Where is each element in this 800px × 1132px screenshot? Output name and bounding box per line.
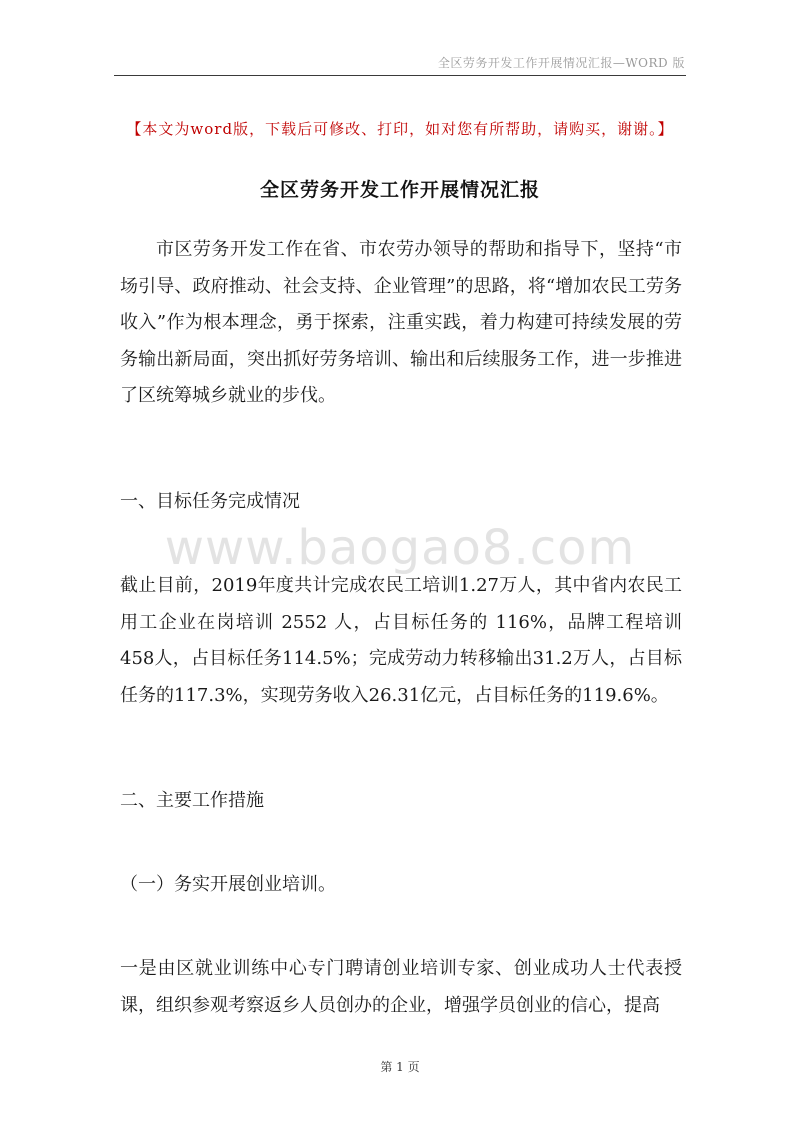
running-header: 全区劳务开发工作开展情况汇报—WORD 版 bbox=[437, 56, 685, 70]
subsection-heading-training: （一）务实开展创业培训。 bbox=[120, 874, 336, 895]
header-divider bbox=[114, 75, 686, 76]
purchase-notice: 【本文为word版，下载后可修改、打印，如对您有所帮助，请购买，谢谢。】 bbox=[126, 120, 674, 138]
training-paragraph: 一是由区就业训练中心专门聘请创业培训专家、创业成功人士代表授课，组织参观考察返乡人员创办的企业，增强学员创业的信心，提高 bbox=[120, 958, 682, 1016]
section-heading-measures: 二、主要工作措施 bbox=[120, 790, 264, 811]
document-title: 全区劳务开发工作开展情况汇报 bbox=[259, 179, 540, 201]
watermark: www.baogao8.com bbox=[164, 520, 636, 576]
targets-paragraph: 截止目前，2019年度共计完成农民工培训1.27万人，其中省内农民工用工企业在岗培训 2552 人，占目标任务的 116%，品牌工程培训458人，占目标任务114.5%；完成劳动力转移输出31.2万人，占目标任务的117.3%，实现劳务收入26.31亿元，占目标任务的119.6%。 bbox=[120, 575, 682, 706]
intro-paragraph: 市区劳务开发工作在省、市农劳办领导的帮助和指导下，坚持“市场引导、政府推动、社会支持、企业管理”的思路，将“增加农民工劳务收入”作为根本理念，勇于探索，注重实践，着力构建可持续发展的劳务输出新局面，突出抓好劳务培训、输出和后续服务工作，进一步推进了区统筹城乡就业的步伐。 bbox=[120, 239, 682, 406]
page-number: 第 1 页 bbox=[380, 1060, 420, 1074]
section-heading-targets: 一、目标任务完成情况 bbox=[120, 491, 300, 512]
